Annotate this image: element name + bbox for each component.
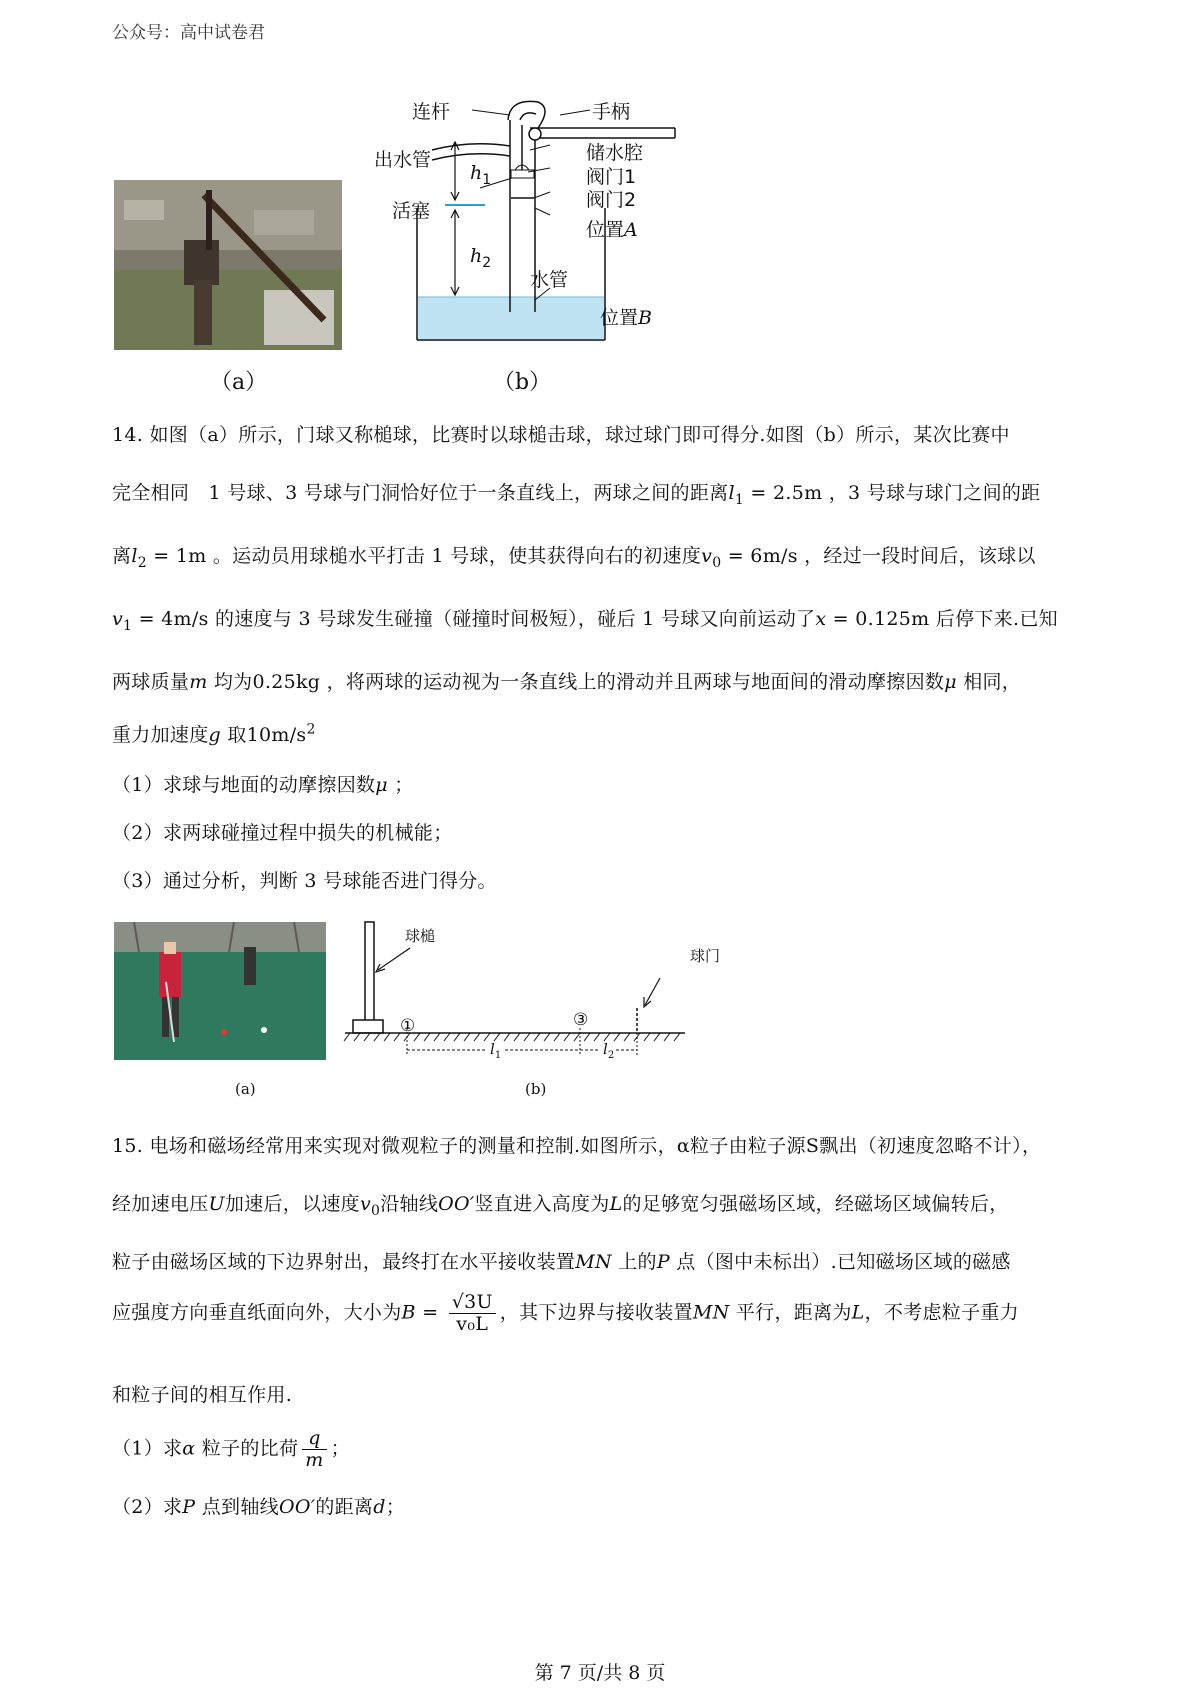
q15-line-2: 经加速电压U加速后，以速度$v_0$沿轴线OO′竖直进入高度为L的足够宽匀强磁场区域，经磁场区域偏转后， xyxy=(112,1193,1009,1219)
label-lian-gan: 连杆 xyxy=(412,101,451,123)
header-watermark: 公众号：高中试卷君 xyxy=(112,23,265,43)
q14-sub-2: （2）求两球碰撞过程中损失的机械能； xyxy=(112,822,453,844)
croquet-dim-l1: $l_1$ xyxy=(490,1040,502,1061)
q15-line-5: 和粒子间的相互作用. xyxy=(112,1384,293,1406)
croquet-ball-3: ③ xyxy=(573,1010,589,1030)
q15-line-1: 15. 电场和磁场经常用来实现对微观粒子的测量和控制.如图所示，α粒子由粒子源S飘出（初速度忽略不计）， xyxy=(112,1135,1042,1157)
label-wei-zhi-a: 位置A xyxy=(586,219,638,241)
croquet-diagram xyxy=(340,920,700,1060)
label-shui-guan: 水管 xyxy=(530,269,569,291)
croquet-label-qiu-men: 球门 xyxy=(690,947,721,965)
pump-diagram xyxy=(360,90,690,380)
pump-caption-a: （a） xyxy=(210,370,268,395)
label-chu-shui-guan: 出水管 xyxy=(374,149,432,171)
croquet-caption-b: (b) xyxy=(525,1080,547,1098)
q15-line-4: 应强度方向垂直纸面向外，大小为B = $\frac{√3U}{\text{v₀L}}$ ，其下边界与接收装置MN 平行，距离为L，不考虑粒子重力 xyxy=(112,1291,1019,1335)
label-h2: $h_2$ xyxy=(470,245,492,271)
q14-sub-3: （3）通过分析，判断 3 号球能否进门得分。 xyxy=(112,870,497,892)
label-huo-sai: 活塞 xyxy=(392,200,431,222)
croquet-photo xyxy=(114,922,326,1060)
q14-line-6: 重力加速度g 取$10m/s^2$ xyxy=(112,721,316,746)
q14-sub-1: （1）求球与地面的动摩擦因数μ ； xyxy=(112,774,414,796)
croquet-dim-l2: $l_2$ xyxy=(603,1040,615,1061)
label-shou-bing: 手柄 xyxy=(592,101,631,123)
q14-line-3: 离$l_2 = 1m$ 。运动员用球槌水平打击 1 号球，使其获得向右的初速度$v_0 = 6m/s$ ，经过一段时间后，该球以 xyxy=(112,545,1036,571)
croquet-label-qiu-chui: 球槌 xyxy=(405,927,436,945)
q14-line-2: 完全相同 1 号球、3 号球与门洞恰好位于一条直线上，两球之间的距离$l_1 = 2.5m$ ，3 号球与球门之间的距 xyxy=(112,482,1041,508)
pump-photo xyxy=(114,180,342,350)
q14-line-1: 14. 如图（a）所示，门球又称槌球，比赛时以球槌击球，球过球门即可得分.如图（b）所示，某次比赛中 xyxy=(112,424,1010,446)
croquet-caption-a: (a) xyxy=(235,1080,256,1098)
pump-photo-image xyxy=(114,180,342,350)
label-fa-men-1: 阀门1 xyxy=(586,166,637,188)
q15-sub-1: （1）求α 粒子的比荷 $\frac{q}{m}$ ； xyxy=(112,1427,350,1471)
label-chu-shui-qiang: 储水腔 xyxy=(586,142,644,164)
q14-line-4: $v_1 = 4m/s$ 的速度与 3 号球发生碰撞（碰撞时间极短），碰后 1 号球又向前运动了x = 0.125m 后停下来.已知 xyxy=(112,608,1058,634)
label-fa-men-2: 阀门2 xyxy=(586,189,637,211)
q14-line-5: 两球质量m 均为0.25kg ，将两球的运动视为一条直线上的滑动并且两球与地面间的滑动摩擦因数μ 相同， xyxy=(112,671,1022,693)
pump-caption-b: （b） xyxy=(493,370,552,395)
q15-line-3: 粒子由磁场区域的下边界射出，最终打在水平接收装置MN 上的P 点（图中未标出）.已知磁场区域的磁感 xyxy=(112,1251,1011,1273)
page-footer: 第 7 页/共 8 页 xyxy=(534,1662,666,1684)
q15-sub-2: （2）求P 点到轴线OO′的距离d； xyxy=(112,1496,405,1518)
croquet-ball-1: ① xyxy=(400,1016,416,1036)
croquet-photo-image xyxy=(114,922,326,1060)
label-h1: $h_1$ xyxy=(470,162,492,188)
label-wei-zhi-b: 位置B xyxy=(600,307,652,329)
formula-b-fraction: $\frac{√3U}{\text{v₀L}}$ xyxy=(449,1292,496,1335)
formula-q-over-m: $\frac{q}{m}$ xyxy=(302,1428,326,1471)
